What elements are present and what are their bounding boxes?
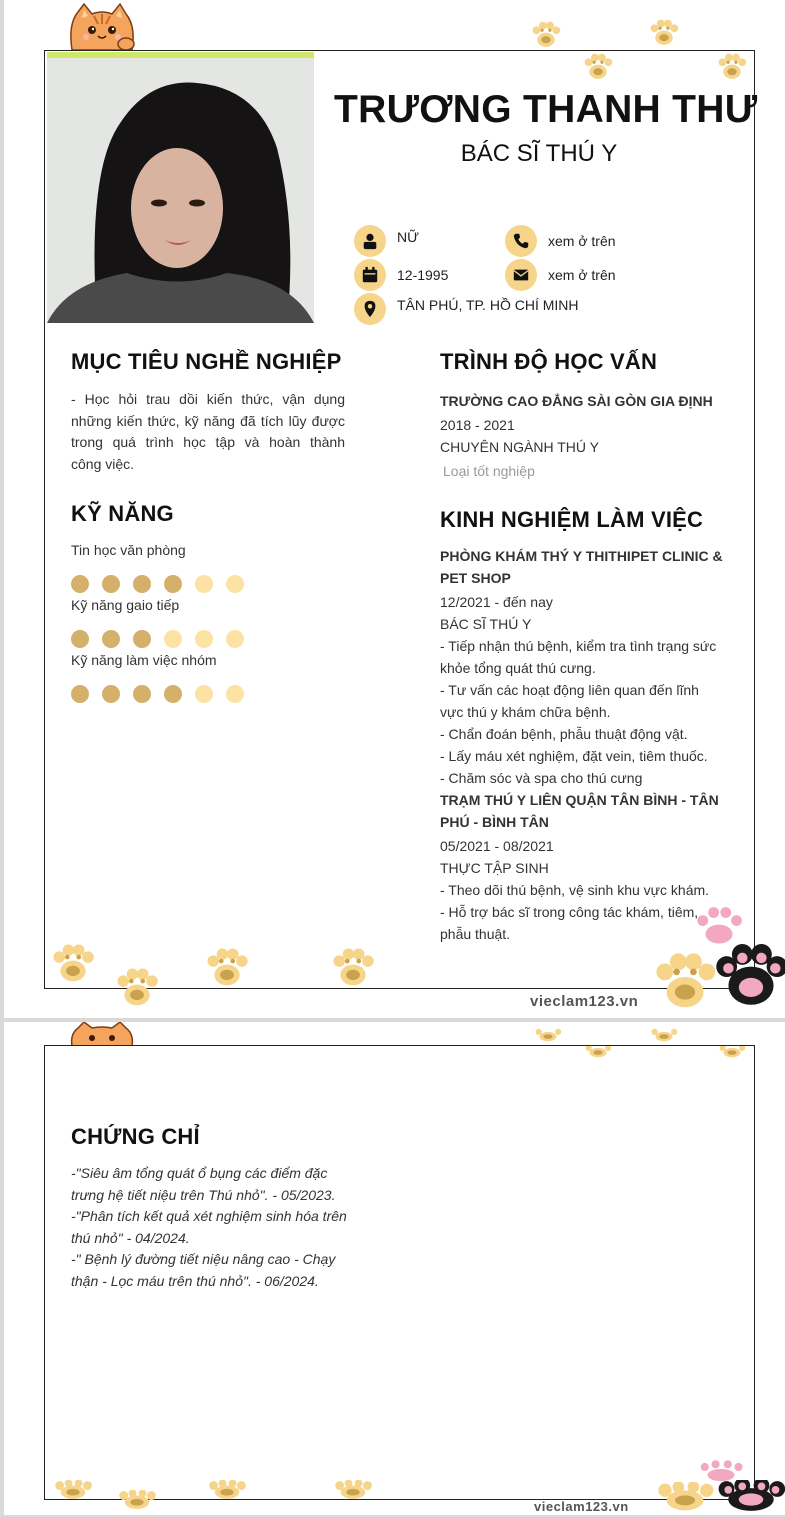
- job-entry: [440, 789, 732, 945]
- paw-print-icon: [330, 946, 376, 990]
- contact-gender: [354, 225, 419, 257]
- job-duty: - Chẩn đoán bệnh, phẫu thuật động vật.: [440, 726, 688, 742]
- rating-dot-filled: [71, 685, 89, 703]
- phone-icon: [505, 225, 537, 257]
- education-entry: [440, 390, 732, 482]
- paw-print-icon: [530, 20, 562, 50]
- paw-print-icon: [204, 1480, 250, 1500]
- skills-heading: KỸ NĂNG: [71, 501, 174, 526]
- rating-dot-filled: [164, 685, 182, 703]
- job-duty: vực thú y khám chữa bệnh.: [440, 704, 611, 720]
- candidate-title: BÁC SĨ THÚ Y: [460, 140, 618, 167]
- skill-label: Kỹ năng làm việc nhóm: [71, 652, 217, 668]
- job-duty: phẫu thuật.: [440, 926, 511, 942]
- pink-paw-icon: [692, 904, 746, 948]
- certificate-line: -"Phân tích kết quả xét nghiệm sinh hóa trên: [71, 1208, 347, 1224]
- rating-dot-empty: [226, 685, 244, 703]
- contact-address: [354, 293, 579, 325]
- education-heading: TRÌNH ĐỘ HỌC VẤN: [440, 349, 658, 374]
- rating-dot-filled: [71, 630, 89, 648]
- rating-dot-empty: [226, 575, 244, 593]
- rating-dot-filled: [71, 575, 89, 593]
- paw-print-icon: [204, 946, 250, 990]
- job-duty: - Theo dõi thú bệnh, vệ sinh khu vực khám.: [440, 882, 710, 898]
- rating-dot-empty: [226, 630, 244, 648]
- paw-print-icon: [650, 950, 720, 1014]
- education-grade: Loại tốt nghiệp: [443, 463, 535, 479]
- education-years: 2018 - 2021: [440, 417, 515, 433]
- rating-dot-filled: [133, 685, 151, 703]
- rating-dot-filled: [133, 575, 151, 593]
- skill-label: Kỹ năng gaio tiếp: [71, 597, 180, 613]
- rating-dot-empty: [164, 630, 182, 648]
- rating-dot-filled: [102, 575, 120, 593]
- candidate-name: TRƯƠNG THANH THƯ: [334, 88, 758, 131]
- experience-heading: KINH NGHIỆM LÀM VIỆC: [440, 507, 704, 532]
- user-icon: [354, 225, 386, 257]
- gender-value: NỮ: [397, 229, 420, 245]
- certificate-line: thú nhỏ" - 04/2024.: [71, 1229, 190, 1246]
- job-duty: khỏe tổng quát thú cưng.: [440, 660, 596, 676]
- cv-page-2: [4, 1022, 785, 1515]
- job-period: 12/2021 - đến nay: [440, 594, 553, 610]
- job-entry: [440, 545, 732, 789]
- job-duty: - Chăm sóc và spa cho thú cưng: [440, 770, 643, 786]
- rating-dot-empty: [195, 575, 213, 593]
- rating-dot-filled: [102, 685, 120, 703]
- paw-print-icon: [114, 1490, 160, 1510]
- education-major: CHUYÊN NGÀNH THÚ Y: [440, 439, 599, 455]
- pink-paw-icon: [694, 1460, 748, 1482]
- certificates-list: [71, 1163, 371, 1292]
- company-name: TRẠM THÚ Y LIÊN QUẬN TÂN BÌNH - TÂN: [440, 792, 719, 808]
- company-name: PHÒNG KHÁM THÝ Y THITHIPET CLINIC &: [440, 548, 723, 564]
- paw-print-icon: [648, 1028, 680, 1042]
- skill-rating: [71, 685, 244, 703]
- certificate-line: trưng hệ tiết niệu trên Thú nhỏ". - 05/2023.: [71, 1186, 336, 1203]
- paw-print-icon: [650, 1482, 720, 1512]
- black-paw-icon: [716, 944, 785, 1010]
- cat-mascot-icon: [64, 2, 140, 52]
- cat-mascot-icon: [64, 1022, 140, 1046]
- rating-dot-empty: [195, 630, 213, 648]
- company-name: PET SHOP: [440, 570, 511, 586]
- job-duty: - Tư vấn các hoạt động liên quan đến lĩnh: [440, 682, 699, 698]
- paw-print-icon: [50, 1480, 96, 1500]
- rating-dot-filled: [102, 630, 120, 648]
- certificate-line: -"Siêu âm tổng quát ổ bụng các điểm đặc: [71, 1165, 328, 1181]
- cv-page-1: [4, 0, 785, 1018]
- company-name: PHÚ - BÌNH TÂN: [440, 814, 549, 830]
- job-duty: - Tiếp nhận thú bệnh, kiểm tra tình trạng sức: [440, 638, 717, 654]
- email-value: xem ở trên: [548, 267, 616, 283]
- rating-dot-filled: [164, 575, 182, 593]
- profile-photo: [47, 52, 314, 323]
- location-pin-icon: [354, 293, 386, 325]
- job-duty: - Lấy máu xét nghiệm, đặt vein, tiêm thuốc.: [440, 748, 708, 764]
- phone-value: xem ở trên: [548, 233, 616, 249]
- black-paw-icon: [716, 1480, 785, 1512]
- school-name: TRƯỜNG CAO ĐẲNG SÀI GÒN GIA ĐỊNH: [440, 393, 713, 409]
- job-position: THỰC TẬP SINH: [440, 860, 549, 876]
- job-duty: - Hỗ trợ bác sĩ trong công tác khám, tiêm,: [440, 904, 699, 920]
- rating-dot-empty: [195, 685, 213, 703]
- paw-print-icon: [648, 18, 680, 48]
- skill-label: Tin học văn phòng: [71, 542, 186, 558]
- objective-heading: MỤC TIÊU NGHỀ NGHIỆP: [71, 349, 342, 374]
- mail-icon: [505, 259, 537, 291]
- birth-value: 12-1995: [397, 267, 449, 283]
- job-period: 05/2021 - 08/2021: [440, 838, 554, 854]
- address-value: TÂN PHÚ, TP. HỒ CHÍ MINH: [397, 297, 579, 313]
- certificate-line: -" Bệnh lý đường tiết niệu nâng cao - Chạy: [71, 1251, 336, 1267]
- paw-print-icon: [532, 1028, 564, 1042]
- paw-print-icon: [114, 966, 160, 1010]
- skill-rating: [71, 630, 244, 648]
- contact-phone: [505, 225, 616, 257]
- brand-watermark: vieclam123.vn: [530, 993, 639, 1010]
- brand-watermark: vieclam123.vn: [534, 1499, 629, 1514]
- job-position: BÁC SĨ THÚ Y: [440, 616, 532, 632]
- calendar-icon: [354, 259, 386, 291]
- paw-print-icon: [50, 942, 96, 986]
- contact-email: [505, 259, 616, 291]
- certificates-heading: CHỨNG CHỈ: [71, 1124, 200, 1149]
- rating-dot-filled: [133, 630, 151, 648]
- objective-text: - Học hỏi trau dồi kiến thức, vận dụng những kiến thức, kỹ năng đã tích lũy được trong quá trình học tập và hoàn thành công việc.: [71, 391, 345, 472]
- paw-print-icon: [330, 1480, 376, 1500]
- contact-birth: [354, 259, 448, 291]
- experience-list: [440, 545, 732, 945]
- skill-rating: [71, 575, 244, 593]
- certificate-line: thận - Lọc máu trên thú nhỏ". - 06/2024.: [71, 1272, 319, 1289]
